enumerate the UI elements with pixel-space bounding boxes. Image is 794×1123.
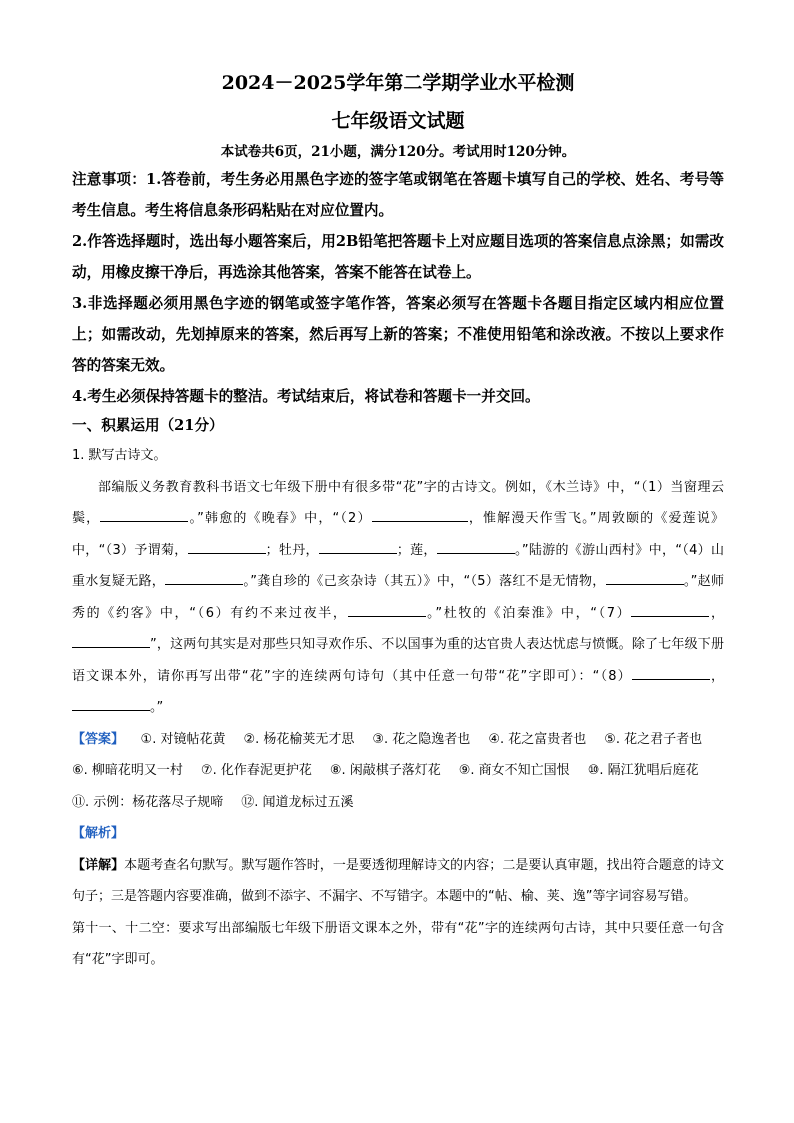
blank-2[interactable] <box>372 507 468 522</box>
answer-item: ③. 花之隐逸者也 <box>372 731 471 747</box>
exam-subtitle: 七年级语文试题 <box>331 110 465 132</box>
q1-segment: 。”韩愈的《晚春》中，“（2） <box>188 511 372 526</box>
q1-segment: 。”杜牧的《泊秦淮》中，“（7） <box>425 605 632 621</box>
notice-item-3: 3.非选择题必须用黑色字迹的钢笔或签字笔作答，答案必须写在答题卡各题目指定区域内相应位置上；如需改动，先划掉原来的答案，然后再写上新的答案；不准使用铅笔和涂改液。不按以上要求作答的答案无效。 <box>72 295 724 374</box>
notice-item-1: 注意事项：1.答卷前，考生务必用黑色字迹的签字笔或钢笔在答题卡填写自己的学校、姓名、考号等考生信息。考生将信息条形码粘贴在对应位置内。 <box>72 171 724 219</box>
q1-segment: 。”龚自珍的《己亥杂诗（其五）》中，“（5）落红不是无情物， <box>243 574 606 589</box>
answer-item: ⑦. 化作春泥更护花 <box>200 763 312 778</box>
analysis-heading <box>72 818 724 850</box>
analysis-detail <box>72 850 724 913</box>
q1-segment: 。”陆游的《游山西村》中，“（4）山重水复疑无路， <box>72 542 724 589</box>
blank-8a[interactable] <box>632 665 710 680</box>
blank-4[interactable] <box>165 570 243 585</box>
blank-7b[interactable] <box>72 633 150 648</box>
blank-6[interactable] <box>348 602 426 617</box>
q1-segment: ；莲， <box>396 542 437 558</box>
answer-block <box>72 724 724 819</box>
answer-item: ⑪. 示例：杨花落尽子规啼 <box>72 794 224 810</box>
detail-text: 本题考查名句默写。默写题作答时，一是要透彻理解诗文的内容；二是要认真审题，找出符合题意的诗文句子；三是答题内容要准确，做到不添字、不漏字、不写错字。本题中的“帖、榆、荚、逸”等字词容易写错。 <box>72 857 724 904</box>
exam-title: 2024－2025学年第二学期学业水平检测 <box>221 72 575 94</box>
exam-page <box>72 70 724 976</box>
question-1-text <box>72 472 724 724</box>
section-heading: 一、积累运用（21分） <box>72 417 224 434</box>
answer-item: ⑥. 柳暗花明又一村 <box>72 763 183 778</box>
answer-item: ⑧. 闲敲棋子落灯花 <box>329 763 441 778</box>
q1-segment: ；牡丹， <box>265 542 319 558</box>
answer-tag: 【答案】 <box>72 731 125 747</box>
detail-tag: 【详解】 <box>72 857 125 873</box>
notice-block <box>72 164 724 412</box>
q1-segment: ， <box>709 605 724 621</box>
answer-item: ④. 花之富贵者也 <box>488 731 587 747</box>
analysis-extra: 第十一、十二空：要求写出部编版七年级下册语文课本之外，带有“花”字的连续两句古诗，其中只要任意一句含有“花”字即可。 <box>72 920 724 967</box>
exam-intro: 本试卷共6页，21小题，满分120分。考试用时120分钟。 <box>220 144 576 160</box>
blank-1[interactable] <box>100 507 188 522</box>
answer-item: ⑩. 隔江犹唱后庭花 <box>587 763 699 778</box>
blank-5[interactable] <box>606 570 684 585</box>
answer-item: ①. 对镜帖花黄 <box>140 731 226 747</box>
answer-item: ⑫. 闻道龙标过五溪 <box>241 794 354 810</box>
q1-segment: 部编版义务教育教科书语文七年级下册中有很多带“花”字的古诗文。例如，《木兰诗》中，“（1）当窗理云鬓， <box>72 479 724 526</box>
blank-3b[interactable] <box>319 539 397 554</box>
question-1-title: 1. 默写古诗文。 <box>72 448 167 463</box>
blank-3c[interactable] <box>437 539 515 554</box>
blank-8b[interactable] <box>72 696 150 711</box>
q1-segment: ”，这两句其实是对那些只知寻欢作乐、不以国事为重的达官贵人表达忧虑与愤慨。除了七年级下册语文课本外，请你再写出带“花”字的连续两句诗句（其中任意一句带“花”字即可）：“（8） <box>72 637 724 684</box>
q1-segment: ， <box>709 668 724 684</box>
answer-item: ⑤. 花之君子者也 <box>604 731 703 747</box>
q1-segment: 。” <box>150 700 164 715</box>
blank-7a[interactable] <box>631 602 709 617</box>
notice-item-2: 2.作答选择题时，选出每小题答案后，用2B铅笔把答题卡上对应题目选项的答案信息点涂黑；如需改动，用橡皮擦干净后，再选涂其他答案，答案不能答在试卷上。 <box>72 233 724 281</box>
q1-segment: ，惟解漫天作雪飞。”周敦颐的《爱莲说》中，“（3）予谓菊， <box>72 511 724 558</box>
blank-3a[interactable] <box>188 539 266 554</box>
answer-item: ②. 杨花榆荚无才思 <box>243 731 355 747</box>
notice-item-4: 4.考生必须保持答题卡的整洁。考试结束后，将试卷和答题卡一并交回。 <box>72 388 540 405</box>
q1-segment: 。”赵师秀的《约客》中，“（6）有约不来过夜半， <box>72 574 724 621</box>
analysis-tag: 【解析】 <box>72 826 125 841</box>
answer-item: ⑨. 商女不知亡国恨 <box>458 763 570 778</box>
